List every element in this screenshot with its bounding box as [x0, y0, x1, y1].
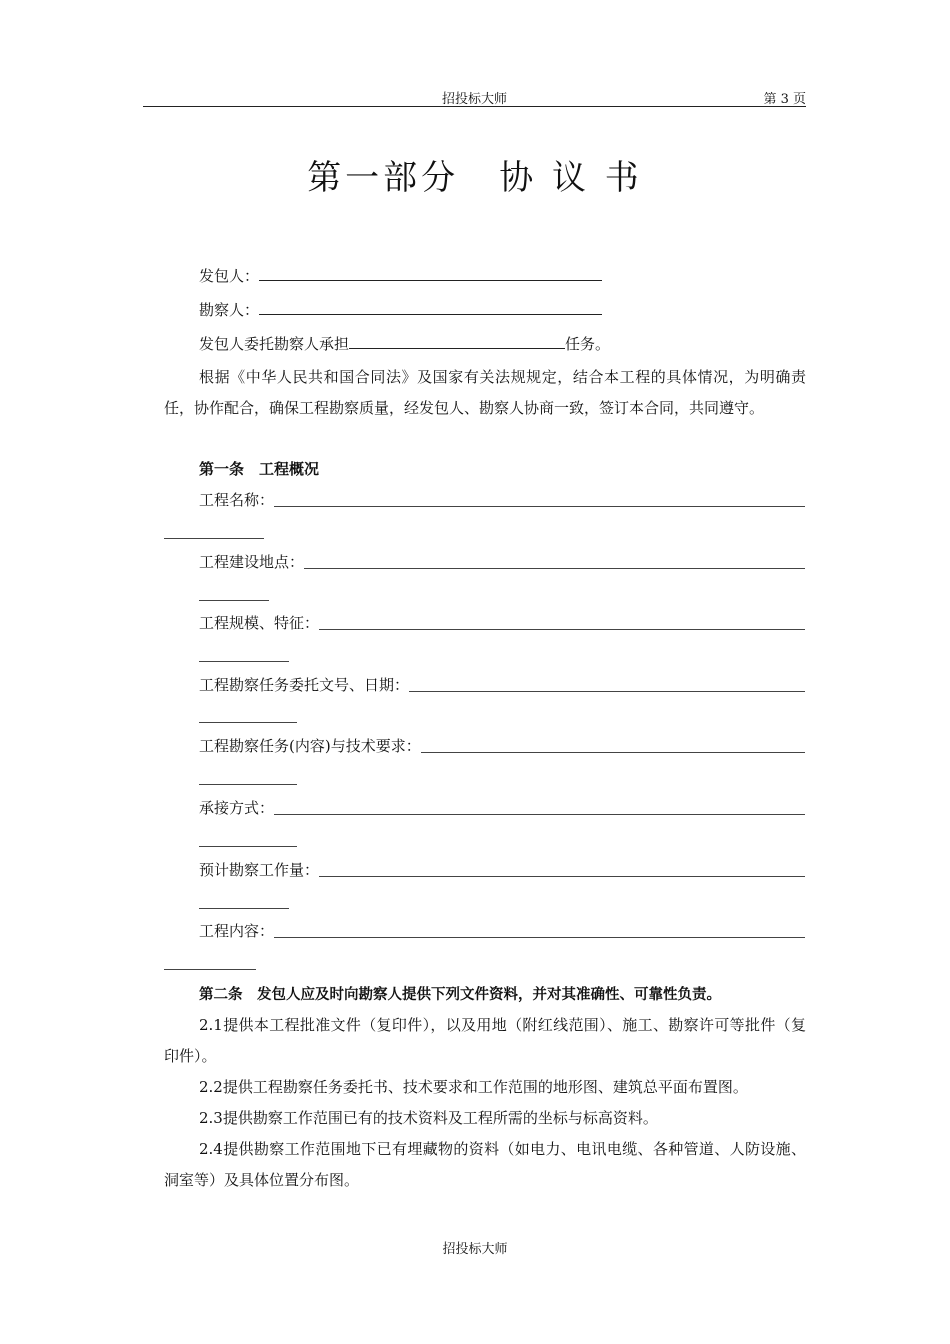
header-title: 招投标大师	[441, 92, 507, 107]
field-label: 工程内容：	[199, 922, 275, 940]
field-blank-tail	[199, 722, 297, 723]
field-blank	[319, 860, 805, 877]
field-blank-tail	[164, 538, 264, 539]
article2-item: 2.3提供勘察工作范围已有的技术资料及工程所需的坐标与标高资料。	[199, 1109, 658, 1127]
field-blank-tail	[164, 969, 256, 970]
surveyor-blank	[259, 300, 602, 315]
field-task-requirements	[199, 736, 805, 756]
surveyor-line	[199, 300, 602, 320]
title-name: 协 议 书	[499, 158, 643, 198]
header-page-number: 第 3 页	[763, 92, 806, 107]
field-blank	[319, 613, 805, 630]
title-part: 第一部分	[307, 158, 460, 198]
entrust-line	[199, 334, 610, 354]
field-blank	[274, 921, 805, 938]
field-blank	[274, 490, 805, 507]
article2-heading: 第二条 发包人应及时向勘察人提供下列文件资料，并对其准确性、可靠性负责。	[199, 987, 721, 1003]
field-blank	[409, 675, 805, 692]
field-blank-tail	[199, 661, 289, 662]
field-blank-tail	[199, 600, 269, 601]
field-label: 预计勘察工作量：	[199, 861, 320, 879]
page-header	[143, 88, 806, 107]
field-contract-method	[199, 798, 805, 818]
field-label: 工程建设地点：	[199, 553, 305, 571]
employer-blank	[259, 266, 602, 281]
field-label: 工程勘察任务(内容)与技术要求：	[199, 737, 421, 755]
field-workload	[199, 860, 805, 880]
document-title	[0, 150, 950, 199]
article2-item: 2.4提供勘察工作范围地下已有埋藏物的资料（如电力、电讯电缆、各种管道、人防设施、洞室等）及具体位置分布图。	[164, 1140, 806, 1189]
field-blank-tail	[199, 784, 297, 785]
field-label: 工程勘察任务委托文号、日期：	[199, 676, 410, 694]
field-blank-tail	[199, 846, 297, 847]
field-project-name	[199, 490, 805, 510]
field-label: 承接方式：	[199, 799, 275, 817]
intro-paragraph: 根据《中华人民共和国合同法》及国家有关法规规定，结合本工程的具体情况，为明确责任，协作配合，确保工程勘察质量，经发包人、勘察人协商一致，签订本合同，共同遵守。	[164, 368, 806, 417]
page-footer: 招投标大师	[442, 1242, 508, 1257]
field-blank	[421, 736, 805, 753]
entrust-blank	[349, 334, 565, 349]
article1-heading: 第一条 工程概况	[199, 460, 320, 478]
employer-label: 发包人：	[199, 267, 260, 285]
field-blank	[304, 552, 805, 569]
field-project-content	[199, 921, 805, 941]
employer-line	[199, 266, 602, 286]
field-label: 工程规模、特征：	[199, 614, 320, 632]
field-blank-tail	[199, 908, 289, 909]
field-site-location	[199, 552, 805, 572]
entrust-prefix: 发包人委托勘察人承担	[199, 335, 350, 353]
entrust-suffix: 任务。	[565, 335, 611, 353]
field-blank	[274, 798, 805, 815]
article2-item: 2.2提供工程勘察任务委托书、技术要求和工作范围的地形图、建筑总平面布置图。	[199, 1078, 748, 1096]
field-scale-features	[199, 613, 805, 633]
surveyor-label: 勘察人：	[199, 301, 260, 319]
field-label: 工程名称：	[199, 491, 275, 509]
field-commission-doc	[199, 675, 805, 695]
article2-item: 2.1提供本工程批准文件（复印件），以及用地（附红线范围）、施工、勘察许可等批件（复印件）。	[164, 1016, 806, 1065]
